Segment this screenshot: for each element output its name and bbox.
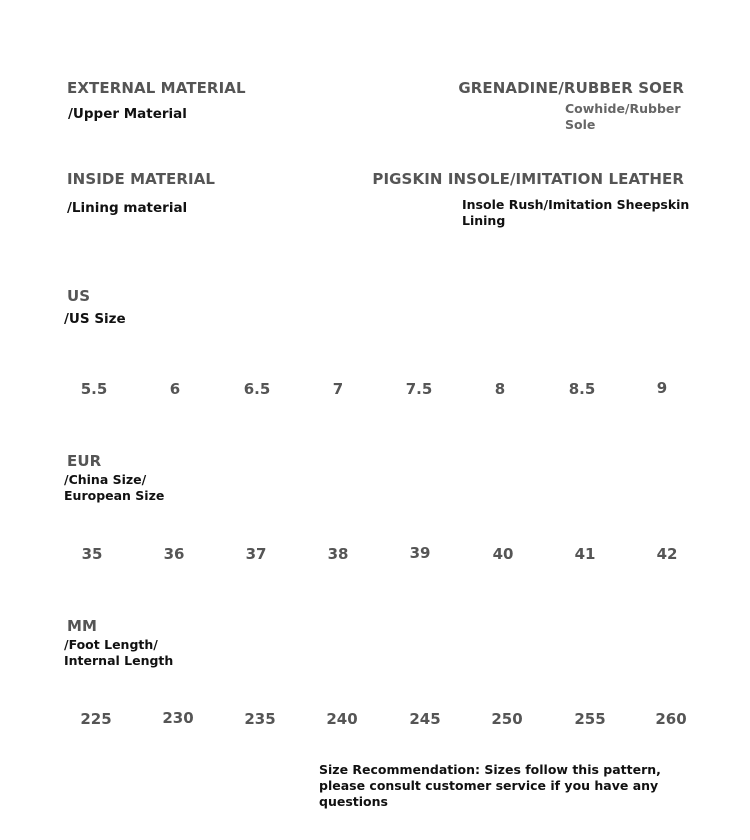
eur-size-row	[0, 545, 750, 569]
external-material-label: EXTERNAL MATERIAL	[67, 79, 246, 97]
eur-size-value: 37	[245, 545, 267, 563]
eur-size-value: 38	[327, 545, 349, 563]
mm-size-sublabel: /Foot Length/ Internal Length	[64, 637, 174, 668]
mm-size-label: MM	[67, 617, 98, 635]
inside-material-sublabel: /Lining material	[67, 200, 188, 216]
us-size-row	[0, 380, 750, 404]
eur-size-value: 36	[163, 545, 185, 563]
us-size-value: 8	[494, 380, 506, 398]
mm-size-value: 250	[491, 710, 523, 728]
eur-size-label: EUR	[67, 452, 102, 470]
us-size-value: 5.5	[80, 380, 108, 398]
inside-material-label: INSIDE MATERIAL	[67, 170, 216, 188]
eur-size-value: 35	[81, 545, 103, 563]
external-material-sublabel: /Upper Material	[68, 106, 187, 122]
eur-size-sublabel: /China Size/ European Size	[64, 472, 165, 503]
us-size-value: 8.5	[568, 380, 596, 398]
mm-size-value: 230	[162, 709, 194, 727]
external-material-value: GRENADINE/RUBBER SOER	[458, 79, 684, 97]
mm-size-row	[0, 710, 750, 734]
mm-size-value: 240	[326, 710, 358, 728]
mm-size-value: 260	[655, 710, 687, 728]
eur-size-value: 41	[574, 545, 596, 563]
eur-size-value: 42	[656, 545, 678, 563]
mm-size-value: 245	[409, 710, 441, 728]
us-size-value: 9	[656, 379, 668, 397]
mm-size-value: 235	[244, 710, 276, 728]
us-size-value: 7	[332, 380, 344, 398]
us-size-value: 6	[169, 380, 181, 398]
mm-size-value: 255	[574, 710, 606, 728]
mm-size-value: 225	[80, 710, 112, 728]
us-size-label: US	[67, 287, 91, 305]
eur-size-value: 39	[409, 544, 431, 562]
inside-material-value: PIGSKIN INSOLE/IMITATION LEATHER	[372, 170, 684, 188]
inside-material-value-sub: Insole Rush/Imitation Sheepskin Lining	[462, 197, 690, 228]
us-size-sublabel: /US Size	[64, 311, 126, 327]
size-recommendation-note: Size Recommendation: Sizes follow this pattern, please consult customer service if you have any questions	[319, 762, 661, 809]
us-size-value: 6.5	[243, 380, 271, 398]
us-size-value: 7.5	[405, 380, 433, 398]
eur-size-value: 40	[492, 545, 514, 563]
external-material-value-sub: Cowhide/Rubber Sole	[565, 101, 681, 132]
